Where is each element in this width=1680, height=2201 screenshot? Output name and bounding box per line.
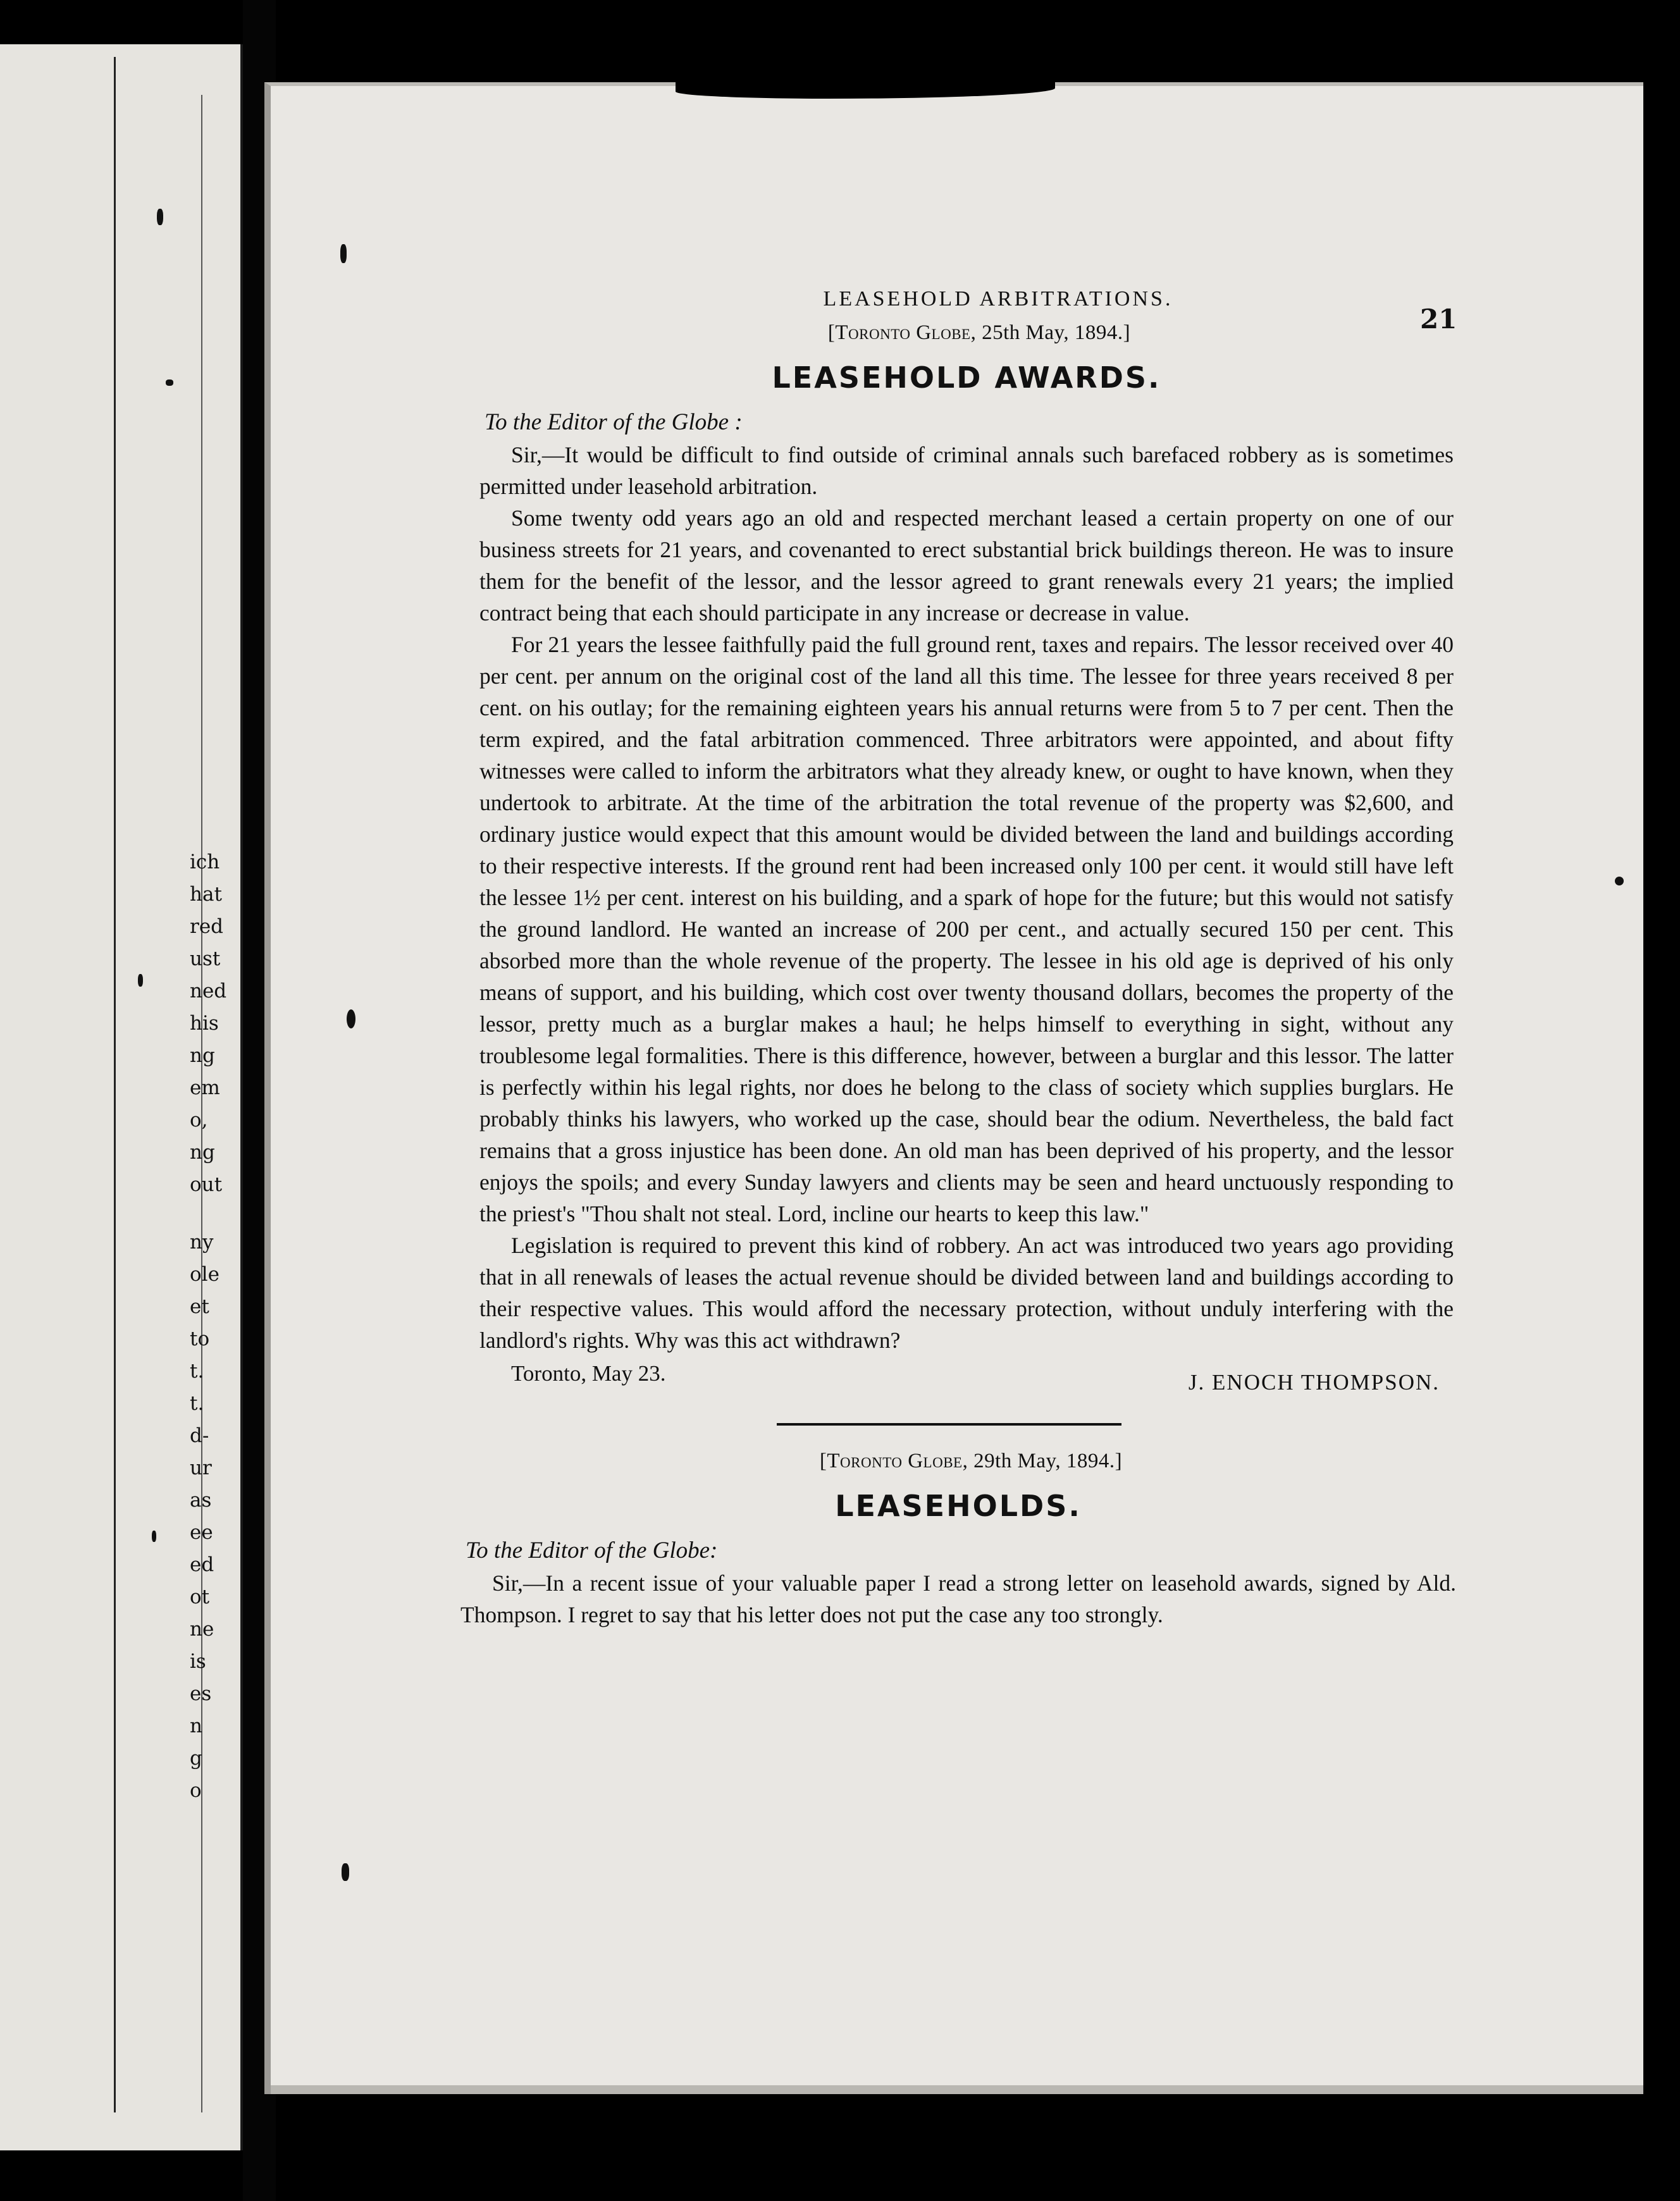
previous-page-text-fragments <box>190 846 240 1807</box>
text-fragment: t. <box>190 1360 204 1383</box>
text-fragment: ed <box>190 1553 214 1576</box>
text-fragment: n <box>190 1715 202 1737</box>
paragraph: Some twenty odd years ago an old and respected merchant leased a certain property on one of our business streets for 21 years, and covenanted to erect substantial brick buildings thereon. He was to insure them for the benefit of the lessor, and the lessor agreed to grant renewals every 21 years; the implied contract being that each should participate in any increase or decrease in value. <box>479 505 1454 626</box>
letter-leasehold-awards <box>479 321 1454 1405</box>
source-date: , 25th May, 1894.] <box>970 321 1131 344</box>
salutation: To the Editor of the Globe : <box>485 409 743 435</box>
text-fragment: his <box>190 1012 219 1035</box>
page-fold-line <box>114 57 116 2112</box>
text-fragment: ne <box>190 1618 214 1641</box>
signature: J. ENOCH THOMPSON. <box>1188 1370 1440 1395</box>
source-date: , 29th May, 1894.] <box>962 1450 1123 1472</box>
ink-speck <box>157 209 163 225</box>
text-fragment: to <box>190 1328 210 1350</box>
page-number: 21 <box>1420 304 1457 335</box>
text-fragment: is <box>190 1650 206 1673</box>
text-fragment: o <box>190 1779 202 1802</box>
source-newspaper: Toronto Globe <box>827 1450 963 1472</box>
text-fragment: red <box>190 915 224 938</box>
text-fragment: ned <box>190 980 227 1002</box>
ink-speck <box>166 379 173 386</box>
text-fragment: et <box>190 1295 209 1318</box>
source-citation <box>486 1450 1456 1489</box>
ink-speck <box>138 974 143 987</box>
paragraph: Sir,—In a recent issue of your valuable paper I read a strong letter on leasehold awards, signed by Ald. Thompson. I regret to say that his letter does not put the case any too strongly. <box>460 1570 1456 1627</box>
text-fragment: ny <box>190 1231 214 1254</box>
page-bottom-edge <box>271 2085 1643 2094</box>
text-fragment: ust <box>190 947 221 970</box>
text-fragment: as <box>190 1489 212 1512</box>
ink-speck <box>152 1531 156 1542</box>
text-fragment: t. <box>190 1392 204 1415</box>
salutation: To the Editor of the Globe: <box>466 1538 718 1563</box>
letter-signoff <box>479 1361 1454 1405</box>
torn-page-edge <box>676 81 1055 99</box>
source-citation <box>505 321 1454 361</box>
text-fragment: ur <box>190 1457 212 1479</box>
paragraph: For 21 years the lessee faithfully paid the full ground rent, taxes and repairs. The lessor received over 40 per cent. per annum on the original cost of the land all this time. The lessee for three years received 8 per cent. on his outlay; for the remaining eighteen years his annual returns were from 5 to 7 per cent. Then the term expired, and the fatal arbitration commenced. Three arbitrators were appointed, and about fifty witnesses were called to inform the arbitrators what they already knew, or ought to have known, when they undertook to arbitrate. At the time of the arbitration the total revenue of the property was $2,600, and ordinary justice would expect that this amount would be divided between the land and buildings according to their respective interests. If the ground rent had been increased only 100 per cent. it would still have left the lessee 1½ per cent. interest on his building, and a spark of hope for the future; but this would not satisfy the ground landlord. He wanted an increase of 200 per cent., and actually secured 150 per cent. This absorbed more than the whole revenue of the property. The lessee in his old age is deprived of his only means of support, and his building, which cost over twenty thousand dollars, becomes the property of the lessor, pretty much as a burglar makes a haul; he helps himself to everything in sight, without any troublesome legal formalities. There is this difference, however, between a burglar and this lessor. The latter is perfectly within his legal rights, nor does he belong to the class of society which supplies burglars. He probably thinks his lawyers, who worked up the case, should bear the odium. Nevertheless, the bald fact remains that a gross injustice has been done. An old man has been deprived of his property, and the lessor enjoys the spoils; and every Sunday lawyers and clients may be seen and heard unctuously responding to the priest's "Thou shalt not steal. Lord, incline our hearts to keep this law." <box>479 632 1454 1226</box>
letter-leaseholds <box>460 1450 1456 1631</box>
text-fragment: ng <box>190 1044 215 1067</box>
ink-speck <box>1615 877 1624 885</box>
text-fragment: ng <box>190 1141 215 1164</box>
ink-speck <box>342 1863 349 1881</box>
text-fragment: es <box>190 1682 212 1705</box>
text-fragment: ee <box>190 1521 213 1544</box>
running-head: LEASEHOLD ARBITRATIONS. <box>823 287 1173 311</box>
text-fragment: ich <box>190 851 220 873</box>
text-fragment: o, <box>190 1109 208 1131</box>
text-fragment: hat <box>190 883 222 906</box>
section-divider <box>777 1423 1121 1426</box>
text-fragment: em <box>190 1076 220 1099</box>
text-fragment: out <box>190 1173 223 1196</box>
text-fragment: g <box>190 1747 202 1770</box>
text-fragment: ole <box>190 1263 219 1286</box>
text-fragment: d- <box>190 1424 209 1447</box>
text-fragment: ot <box>190 1586 210 1608</box>
paragraph: Sir,—It would be difficult to find outside of criminal annals such barefaced robbery as is sometimes permitted under leasehold arbitration. <box>479 442 1454 499</box>
place-date: Toronto, May 23. <box>511 1361 666 1386</box>
ink-speck <box>340 244 347 263</box>
letter-title: LEASEHOLD AWARDS. <box>772 361 1161 395</box>
source-bracket: [ <box>827 321 836 344</box>
ink-speck <box>347 1009 355 1028</box>
page-text <box>460 278 1456 1631</box>
source-bracket: [ <box>819 1450 827 1472</box>
paragraph: Legislation is required to prevent this kind of robbery. An act was introduced two years ago providing that in all renewals of leases the actual revenue should be divided between land and buildings according to their respective values. This would afford the necessary protection, without unduly interfering with the landlord's rights. Why was this act withdrawn? <box>479 1233 1454 1353</box>
letter-title: LEASEHOLDS. <box>835 1489 1082 1523</box>
source-newspaper: Toronto Globe <box>835 321 971 344</box>
